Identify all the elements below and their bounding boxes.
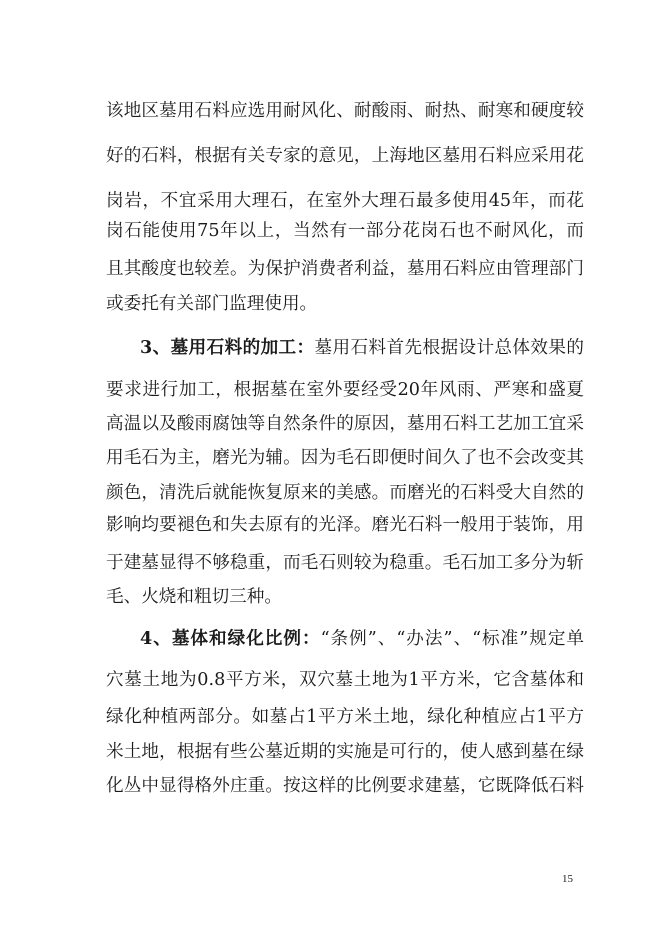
section-3-first-line-text: 墓用石料首先根据设计总体效果的: [314, 338, 584, 358]
paragraph-line: 绿化种植两部分。如墓占1平方米土地，绿化种植应占1平方: [106, 707, 584, 727]
paragraph-line: 用毛石为主，磨光为辅。因为毛石即便时间久了也不会改变其: [106, 448, 584, 468]
section-4-heading: 4、墓体和绿化比例：: [140, 628, 321, 649]
paragraph-line: 岗岩，不宜采用大理石，在室外大理石最多使用45年，而花: [106, 191, 584, 211]
section-4-first-line-text: “条例”、“办法”、“标准”规定单: [320, 629, 585, 649]
paragraph-line: 岗石能使用75年以上，当然有一部分花岗石也不耐风化，而: [106, 221, 584, 241]
section-3-first-line: [140, 333, 584, 363]
paragraph-line: 要求进行加工，根据墓在室外要经受20年风雨、严寒和盛夏: [106, 380, 584, 400]
paragraph-line: 好的石料，根据有关专家的意见，上海地区墓用石料应采用花: [106, 146, 584, 166]
section-4-first-line: [140, 624, 584, 654]
paragraph-line: 化丛中显得格外庄重。按这样的比例要求建墓，它既降低石料: [106, 776, 584, 796]
section-3-heading: 3、墓用石料的加工：: [140, 337, 315, 358]
paragraph-line: 穴墓土地为0.8平方米，双穴墓土地为1平方米，它含墓体和: [106, 670, 584, 690]
paragraph-line: 于建墓显得不够稳重，而毛石则较为稳重。毛石加工多分为斩: [106, 553, 584, 573]
paragraph-line: 该地区墓用石料应选用耐风化、耐酸雨、耐热、耐寒和硬度较: [106, 101, 584, 121]
paragraph-line: 颜色，清洗后就能恢复原来的美感。而磨光的石料受大自然的: [106, 483, 584, 503]
paragraph-line: 毛、火烧和粗切三种。: [106, 587, 282, 607]
paragraph-line: 米土地，根据有些公墓近期的实施是可行的，使人感到墓在绿: [106, 742, 584, 762]
paragraph-line: 高温以及酸雨腐蚀等自然条件的原因，墓用石料工艺加工宜采: [106, 414, 584, 434]
page-number: 15: [562, 873, 573, 885]
paragraph-line: 且其酸度也较差。为保护消费者利益，墓用石料应由管理部门: [106, 259, 584, 279]
paragraph-line: 或委托有关部门监理使用。: [106, 294, 318, 314]
paragraph-line: 影响均要褪色和失去原有的光泽。磨光石料一般用于装饰，用: [106, 515, 584, 535]
